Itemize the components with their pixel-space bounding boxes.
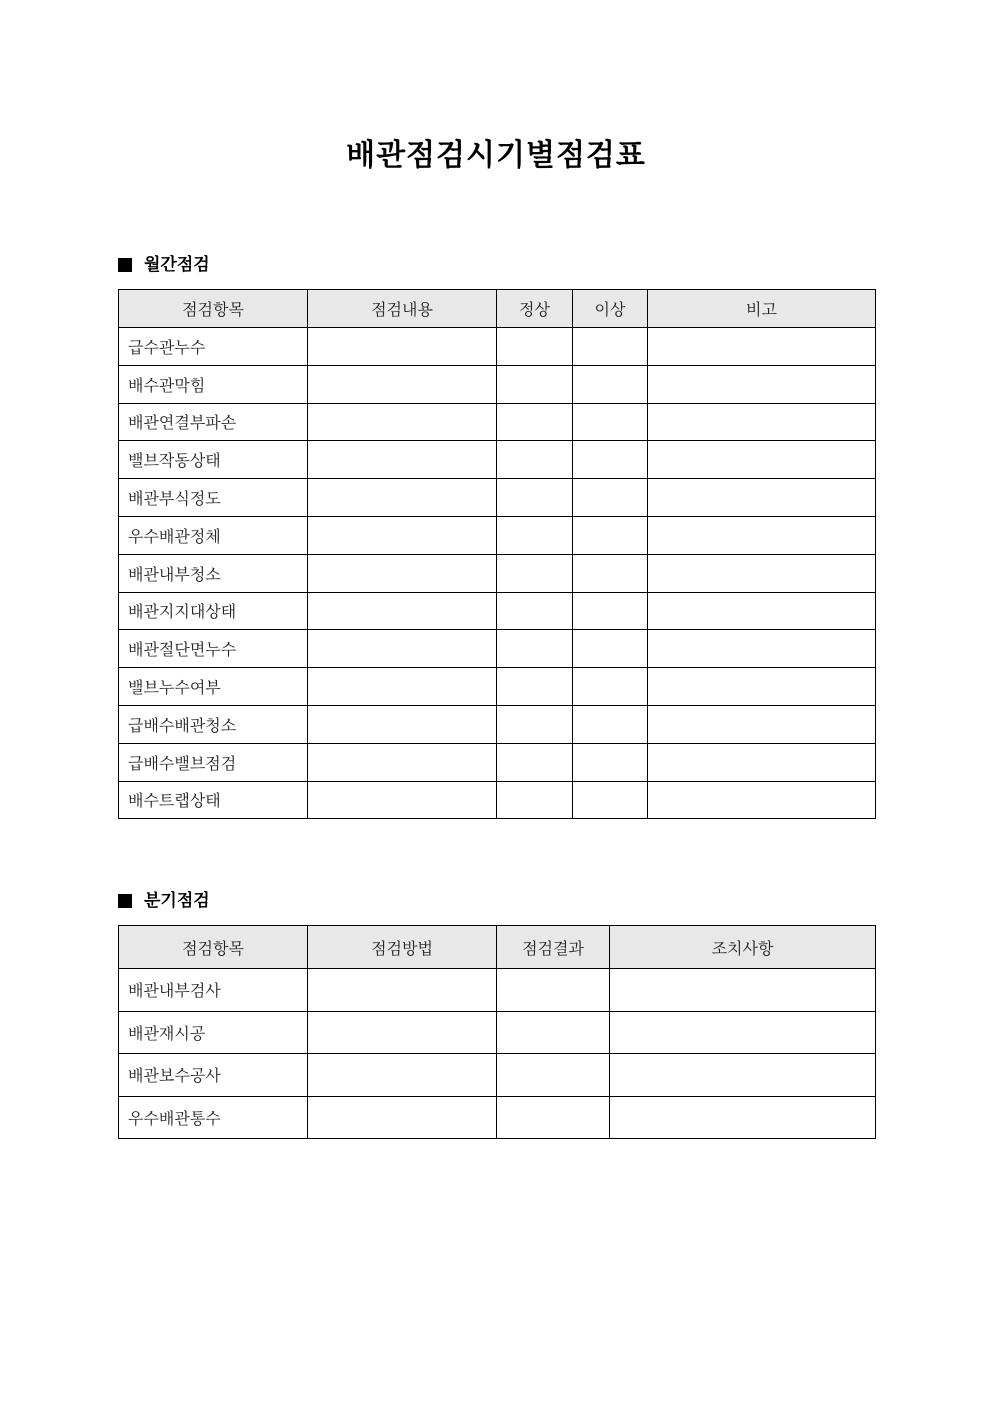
content-cell[interactable] xyxy=(308,630,497,668)
method-cell[interactable] xyxy=(308,1096,497,1139)
remarks-cell[interactable] xyxy=(648,365,876,403)
inspection-item-cell: 배관절단면누수 xyxy=(119,630,308,668)
action-cell[interactable] xyxy=(610,969,876,1012)
content-cell[interactable] xyxy=(308,479,497,517)
abnormal-check-cell[interactable] xyxy=(573,592,648,630)
table-row xyxy=(119,969,876,1012)
action-cell[interactable] xyxy=(610,1054,876,1097)
table-row xyxy=(119,328,876,366)
section-heading-quarterly xyxy=(118,889,210,913)
column-header-item: 점검항목 xyxy=(119,290,308,328)
remarks-cell[interactable] xyxy=(648,479,876,517)
method-cell[interactable] xyxy=(308,1054,497,1097)
abnormal-check-cell[interactable] xyxy=(573,516,648,554)
table-row xyxy=(119,705,876,743)
content-cell[interactable] xyxy=(308,441,497,479)
remarks-cell[interactable] xyxy=(648,516,876,554)
abnormal-check-cell[interactable] xyxy=(573,479,648,517)
method-cell[interactable] xyxy=(308,969,497,1012)
abnormal-check-cell[interactable] xyxy=(573,328,648,366)
abnormal-check-cell[interactable] xyxy=(573,630,648,668)
table-row xyxy=(119,781,876,819)
page-title: 배관점검시기별점검표 xyxy=(346,138,646,173)
normal-check-cell[interactable] xyxy=(497,403,573,441)
column-header-action: 조치사항 xyxy=(610,926,876,969)
table-row xyxy=(119,592,876,630)
monthly-inspection-table xyxy=(118,289,876,819)
table-row xyxy=(119,1011,876,1054)
normal-check-cell[interactable] xyxy=(497,554,573,592)
inspection-item-cell: 배관연결부파손 xyxy=(119,403,308,441)
section-heading-label: 분기점검 xyxy=(144,891,210,911)
section-heading-monthly xyxy=(118,253,210,277)
remarks-cell[interactable] xyxy=(648,705,876,743)
content-cell[interactable] xyxy=(308,668,497,706)
inspection-item-cell: 배관재시공 xyxy=(119,1011,308,1054)
content-cell[interactable] xyxy=(308,328,497,366)
content-cell[interactable] xyxy=(308,781,497,819)
normal-check-cell[interactable] xyxy=(497,441,573,479)
abnormal-check-cell[interactable] xyxy=(573,403,648,441)
inspection-item-cell: 급배수밸브점검 xyxy=(119,743,308,781)
content-cell[interactable] xyxy=(308,365,497,403)
square-bullet-icon xyxy=(118,894,132,908)
table-row xyxy=(119,441,876,479)
inspection-item-cell: 우수배관정체 xyxy=(119,516,308,554)
table-row xyxy=(119,554,876,592)
remarks-cell[interactable] xyxy=(648,441,876,479)
table-row xyxy=(119,743,876,781)
normal-check-cell[interactable] xyxy=(497,516,573,554)
column-header-result: 점검결과 xyxy=(497,926,610,969)
inspection-item-cell: 배수트랩상태 xyxy=(119,781,308,819)
abnormal-check-cell[interactable] xyxy=(573,441,648,479)
table-row xyxy=(119,630,876,668)
content-cell[interactable] xyxy=(308,554,497,592)
result-cell[interactable] xyxy=(497,1011,610,1054)
abnormal-check-cell[interactable] xyxy=(573,781,648,819)
column-header-remarks: 비고 xyxy=(648,290,876,328)
content-cell[interactable] xyxy=(308,705,497,743)
inspection-item-cell: 배관내부검사 xyxy=(119,969,308,1012)
result-cell[interactable] xyxy=(497,1054,610,1097)
content-cell[interactable] xyxy=(308,403,497,441)
action-cell[interactable] xyxy=(610,1096,876,1139)
abnormal-check-cell[interactable] xyxy=(573,365,648,403)
remarks-cell[interactable] xyxy=(648,668,876,706)
square-bullet-icon xyxy=(118,258,132,272)
remarks-cell[interactable] xyxy=(648,592,876,630)
remarks-cell[interactable] xyxy=(648,403,876,441)
content-cell[interactable] xyxy=(308,592,497,630)
table-row xyxy=(119,403,876,441)
normal-check-cell[interactable] xyxy=(497,668,573,706)
normal-check-cell[interactable] xyxy=(497,592,573,630)
quarterly-inspection-table xyxy=(118,925,876,1139)
inspection-item-cell: 배관부식정도 xyxy=(119,479,308,517)
action-cell[interactable] xyxy=(610,1011,876,1054)
inspection-item-cell: 급배수배관청소 xyxy=(119,705,308,743)
normal-check-cell[interactable] xyxy=(497,781,573,819)
inspection-item-cell: 배수관막힘 xyxy=(119,365,308,403)
normal-check-cell[interactable] xyxy=(497,328,573,366)
column-header-abnormal: 이상 xyxy=(573,290,648,328)
table-row xyxy=(119,516,876,554)
column-header-method: 점검방법 xyxy=(308,926,497,969)
result-cell[interactable] xyxy=(497,1096,610,1139)
remarks-cell[interactable] xyxy=(648,630,876,668)
inspection-item-cell: 배관지지대상태 xyxy=(119,592,308,630)
table-row xyxy=(119,365,876,403)
table-row xyxy=(119,479,876,517)
section-heading-label: 월간점검 xyxy=(144,255,210,275)
inspection-item-cell: 배관보수공사 xyxy=(119,1054,308,1097)
remarks-cell[interactable] xyxy=(648,743,876,781)
method-cell[interactable] xyxy=(308,1011,497,1054)
inspection-item-cell: 우수배관통수 xyxy=(119,1096,308,1139)
result-cell[interactable] xyxy=(497,969,610,1012)
abnormal-check-cell[interactable] xyxy=(573,554,648,592)
remarks-cell[interactable] xyxy=(648,554,876,592)
normal-check-cell[interactable] xyxy=(497,743,573,781)
table-row xyxy=(119,1096,876,1139)
content-cell[interactable] xyxy=(308,516,497,554)
inspection-item-cell: 배관내부청소 xyxy=(119,554,308,592)
table-row xyxy=(119,1054,876,1097)
inspection-item-cell: 밸브누수여부 xyxy=(119,668,308,706)
table-header-row xyxy=(119,926,876,969)
column-header-normal: 정상 xyxy=(497,290,573,328)
inspection-item-cell: 급수관누수 xyxy=(119,328,308,366)
table-row xyxy=(119,668,876,706)
normal-check-cell[interactable] xyxy=(497,479,573,517)
table-header-row xyxy=(119,290,876,328)
remarks-cell[interactable] xyxy=(648,328,876,366)
abnormal-check-cell[interactable] xyxy=(573,743,648,781)
column-header-item: 점검항목 xyxy=(119,926,308,969)
column-header-content: 점검내용 xyxy=(308,290,497,328)
normal-check-cell[interactable] xyxy=(497,365,573,403)
abnormal-check-cell[interactable] xyxy=(573,705,648,743)
content-cell[interactable] xyxy=(308,743,497,781)
remarks-cell[interactable] xyxy=(648,781,876,819)
normal-check-cell[interactable] xyxy=(497,705,573,743)
abnormal-check-cell[interactable] xyxy=(573,668,648,706)
inspection-item-cell: 밸브작동상태 xyxy=(119,441,308,479)
normal-check-cell[interactable] xyxy=(497,630,573,668)
